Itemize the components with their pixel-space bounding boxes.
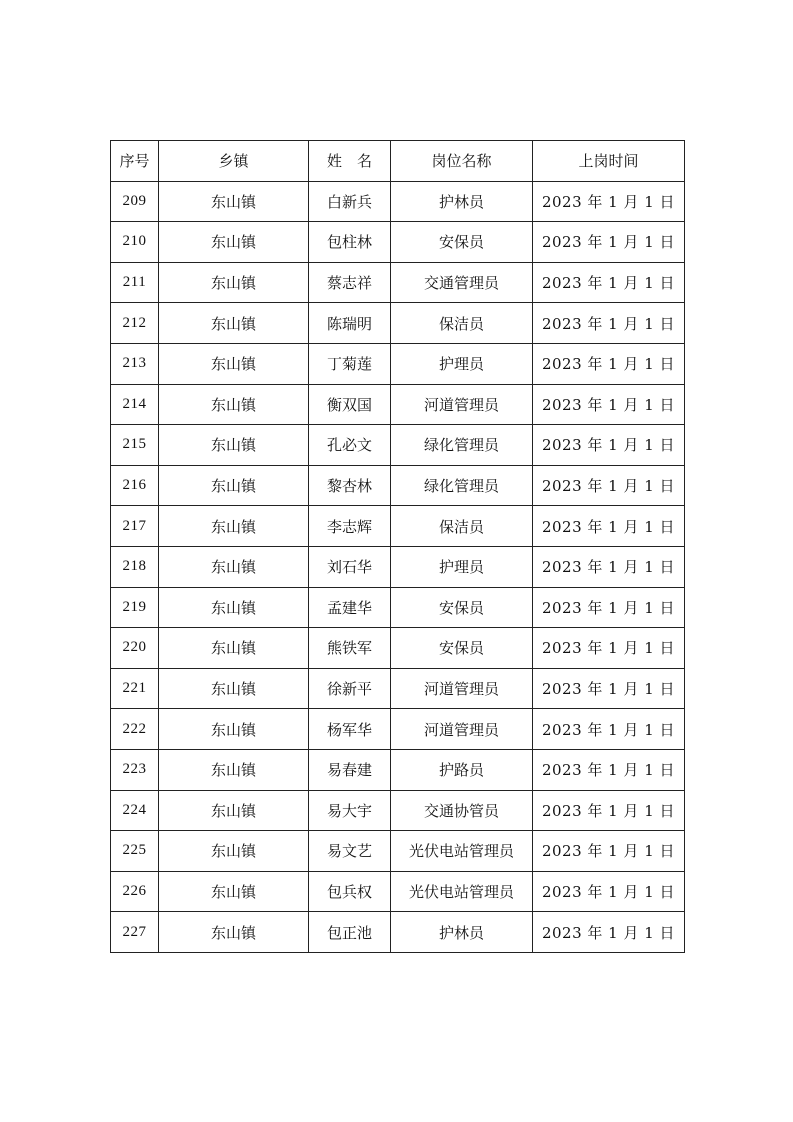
cell-name: 孟建华: [309, 587, 391, 628]
cell-post: 光伏电站管理员: [391, 871, 533, 912]
cell-name: 陈瑞明: [309, 303, 391, 344]
cell-town: 东山镇: [159, 790, 309, 831]
table-row: [111, 587, 685, 628]
cell-start-date: 2023 年 1 月 1 日: [533, 871, 685, 912]
cell-post: 安保员: [391, 587, 533, 628]
cell-town: 东山镇: [159, 506, 309, 547]
table-row: [111, 668, 685, 709]
cell-start-date: 2023 年 1 月 1 日: [533, 912, 685, 953]
table-row: [111, 262, 685, 303]
cell-start-date: 2023 年 1 月 1 日: [533, 465, 685, 506]
cell-town: 东山镇: [159, 546, 309, 587]
cell-town: 东山镇: [159, 181, 309, 222]
cell-serial: 223: [111, 749, 159, 790]
cell-serial: 225: [111, 831, 159, 872]
cell-start-date: 2023 年 1 月 1 日: [533, 425, 685, 466]
cell-start-date: 2023 年 1 月 1 日: [533, 181, 685, 222]
cell-serial: 224: [111, 790, 159, 831]
cell-post: 安保员: [391, 628, 533, 669]
table-row: [111, 384, 685, 425]
cell-serial: 212: [111, 303, 159, 344]
cell-town: 东山镇: [159, 384, 309, 425]
cell-name: 徐新平: [309, 668, 391, 709]
cell-town: 东山镇: [159, 303, 309, 344]
cell-post: 保洁员: [391, 303, 533, 344]
table-row: [111, 303, 685, 344]
cell-serial: 222: [111, 709, 159, 750]
cell-post: 安保员: [391, 222, 533, 263]
cell-name: 刘石华: [309, 546, 391, 587]
table-row: [111, 871, 685, 912]
cell-serial: 215: [111, 425, 159, 466]
cell-town: 东山镇: [159, 425, 309, 466]
table-row: [111, 465, 685, 506]
cell-start-date: 2023 年 1 月 1 日: [533, 749, 685, 790]
cell-start-date: 2023 年 1 月 1 日: [533, 709, 685, 750]
cell-name: 蔡志祥: [309, 262, 391, 303]
table-header-row: [111, 141, 685, 182]
cell-name: 白新兵: [309, 181, 391, 222]
table-row: [111, 749, 685, 790]
cell-town: 东山镇: [159, 465, 309, 506]
table-row: [111, 831, 685, 872]
table-row: [111, 343, 685, 384]
cell-serial: 214: [111, 384, 159, 425]
cell-start-date: 2023 年 1 月 1 日: [533, 303, 685, 344]
cell-start-date: 2023 年 1 月 1 日: [533, 628, 685, 669]
cell-name: 易春建: [309, 749, 391, 790]
cell-name: 包正池: [309, 912, 391, 953]
cell-start-date: 2023 年 1 月 1 日: [533, 831, 685, 872]
table-row: [111, 546, 685, 587]
cell-start-date: 2023 年 1 月 1 日: [533, 343, 685, 384]
cell-name: 丁菊莲: [309, 343, 391, 384]
cell-name: 杨军华: [309, 709, 391, 750]
cell-name: 衡双国: [309, 384, 391, 425]
cell-post: 光伏电站管理员: [391, 831, 533, 872]
cell-name: 黎杏林: [309, 465, 391, 506]
cell-serial: 209: [111, 181, 159, 222]
cell-post: 河道管理员: [391, 668, 533, 709]
cell-serial: 226: [111, 871, 159, 912]
table-row: [111, 709, 685, 750]
cell-serial: 210: [111, 222, 159, 263]
cell-name: 熊铁军: [309, 628, 391, 669]
cell-town: 东山镇: [159, 749, 309, 790]
cell-name: 易文艺: [309, 831, 391, 872]
table-row: [111, 506, 685, 547]
cell-post: 绿化管理员: [391, 425, 533, 466]
cell-town: 东山镇: [159, 262, 309, 303]
cell-start-date: 2023 年 1 月 1 日: [533, 506, 685, 547]
cell-post: 护路员: [391, 749, 533, 790]
cell-post: 交通协管员: [391, 790, 533, 831]
cell-serial: 218: [111, 546, 159, 587]
table-row: [111, 628, 685, 669]
cell-post: 绿化管理员: [391, 465, 533, 506]
header-start-date: 上岗时间: [533, 141, 685, 182]
cell-post: 护理员: [391, 546, 533, 587]
cell-start-date: 2023 年 1 月 1 日: [533, 790, 685, 831]
cell-name: 孔必文: [309, 425, 391, 466]
cell-town: 东山镇: [159, 912, 309, 953]
cell-post: 河道管理员: [391, 384, 533, 425]
header-serial: 序号: [111, 141, 159, 182]
cell-start-date: 2023 年 1 月 1 日: [533, 262, 685, 303]
cell-post: 护理员: [391, 343, 533, 384]
cell-serial: 219: [111, 587, 159, 628]
cell-start-date: 2023 年 1 月 1 日: [533, 668, 685, 709]
header-post: 岗位名称: [391, 141, 533, 182]
table-row: [111, 222, 685, 263]
cell-serial: 221: [111, 668, 159, 709]
cell-post: 护林员: [391, 181, 533, 222]
cell-town: 东山镇: [159, 668, 309, 709]
cell-post: 河道管理员: [391, 709, 533, 750]
cell-serial: 213: [111, 343, 159, 384]
cell-post: 护林员: [391, 912, 533, 953]
cell-town: 东山镇: [159, 628, 309, 669]
cell-start-date: 2023 年 1 月 1 日: [533, 546, 685, 587]
cell-name: 包柱林: [309, 222, 391, 263]
cell-serial: 216: [111, 465, 159, 506]
cell-town: 东山镇: [159, 831, 309, 872]
cell-name: 包兵权: [309, 871, 391, 912]
cell-serial: 217: [111, 506, 159, 547]
cell-start-date: 2023 年 1 月 1 日: [533, 384, 685, 425]
cell-serial: 227: [111, 912, 159, 953]
cell-town: 东山镇: [159, 587, 309, 628]
staff-table: [110, 140, 685, 953]
table-row: [111, 425, 685, 466]
cell-start-date: 2023 年 1 月 1 日: [533, 587, 685, 628]
table-row: [111, 790, 685, 831]
cell-serial: 211: [111, 262, 159, 303]
cell-start-date: 2023 年 1 月 1 日: [533, 222, 685, 263]
cell-post: 保洁员: [391, 506, 533, 547]
header-name: 姓 名: [309, 141, 391, 182]
cell-name: 李志辉: [309, 506, 391, 547]
cell-town: 东山镇: [159, 222, 309, 263]
cell-post: 交通管理员: [391, 262, 533, 303]
cell-town: 东山镇: [159, 709, 309, 750]
table-row: [111, 912, 685, 953]
cell-town: 东山镇: [159, 871, 309, 912]
table-row: [111, 181, 685, 222]
cell-name: 易大宇: [309, 790, 391, 831]
table-body: [111, 181, 685, 952]
cell-town: 东山镇: [159, 343, 309, 384]
header-town: 乡镇: [159, 141, 309, 182]
cell-serial: 220: [111, 628, 159, 669]
